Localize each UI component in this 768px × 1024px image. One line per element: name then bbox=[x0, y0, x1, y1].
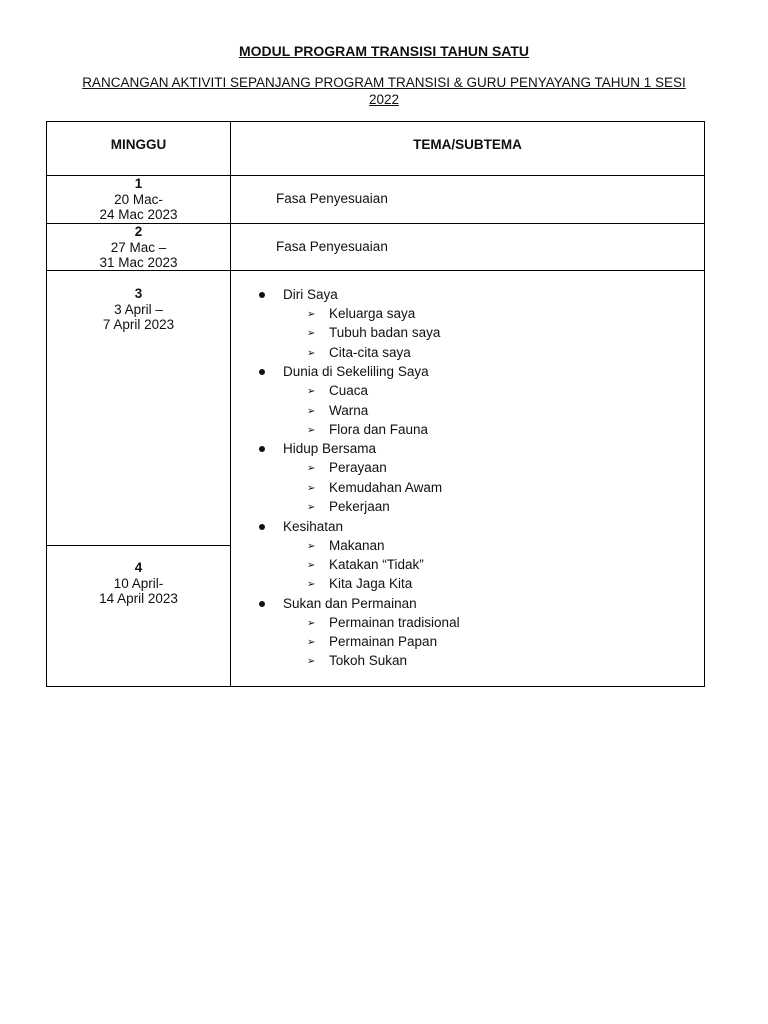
subtopic-item bbox=[259, 497, 699, 516]
bullet-icon bbox=[259, 601, 265, 607]
header-week: MINGGU bbox=[110, 137, 167, 152]
topic-item bbox=[259, 362, 699, 381]
subtopic-item bbox=[259, 613, 699, 632]
subtopic-item bbox=[259, 555, 699, 574]
week-cell-2 bbox=[47, 224, 230, 271]
subtopic-item bbox=[259, 478, 699, 497]
header-theme: TEMA/SUBTEMA bbox=[413, 137, 522, 152]
arrowhead-icon: ➢ bbox=[307, 482, 316, 494]
subtopic-label: Makanan bbox=[329, 537, 385, 553]
arrowhead-icon: ➢ bbox=[307, 502, 316, 514]
week-date-start: 20 Mac- bbox=[114, 191, 163, 207]
arrowhead-icon: ➢ bbox=[307, 309, 316, 320]
subtopic-label: Kemudahan Awam bbox=[329, 479, 443, 495]
subtopic-label: Permainan Papan bbox=[329, 634, 438, 650]
week-date-start: 27 Mac – bbox=[110, 239, 167, 255]
arrowhead-icon: ➢ bbox=[307, 328, 316, 340]
document-title: MODUL PROGRAM TRANSISI TAHUN SATU bbox=[238, 43, 530, 59]
week-cell-1 bbox=[47, 176, 230, 223]
subtopic-item bbox=[259, 651, 699, 670]
bullet-icon bbox=[259, 446, 265, 452]
subtopic-label: Keluarga saya bbox=[329, 306, 416, 321]
column-divider bbox=[230, 122, 231, 686]
arrowhead-icon: ➢ bbox=[307, 424, 316, 436]
bullet-icon bbox=[259, 524, 265, 530]
bullet-icon bbox=[259, 369, 265, 375]
subtopic-label: Permainan tradisional bbox=[329, 614, 460, 630]
arrowhead-icon: ➢ bbox=[307, 347, 316, 359]
week-number: 1 bbox=[134, 176, 143, 191]
week-cell-3 bbox=[47, 286, 230, 333]
subtopic-label: Cita-cita saya bbox=[329, 344, 411, 360]
document-subtitle bbox=[62, 74, 706, 108]
week-date-start: 3 April – bbox=[114, 301, 163, 317]
subtitle-line-1: RANCANGAN AKTIVITI SEPANJANG PROGRAM TRANSISI & GURU PENYAYANG TAHUN 1 SESI bbox=[82, 75, 686, 90]
subtopic-label: Cuaca bbox=[329, 383, 369, 399]
subtopic-item bbox=[259, 343, 699, 362]
row-divider bbox=[47, 545, 230, 546]
theme-cell-2: Fasa Penyesuaian bbox=[276, 239, 388, 254]
subtopic-label: Warna bbox=[329, 402, 369, 418]
week-date-end: 31 Mac 2023 bbox=[99, 255, 178, 270]
week-date-end: 14 April 2023 bbox=[99, 591, 178, 606]
arrowhead-icon: ➢ bbox=[307, 405, 316, 417]
subtopic-label: Perayaan bbox=[329, 460, 387, 476]
topic-list bbox=[259, 285, 699, 671]
subtopic-item bbox=[259, 632, 699, 651]
subtopic-item bbox=[259, 304, 699, 323]
subtopic-item bbox=[259, 574, 699, 593]
subtopic-label: Katakan “Tidak” bbox=[329, 556, 424, 572]
week-date-end: 24 Mac 2023 bbox=[99, 207, 178, 222]
subtopic-item bbox=[259, 401, 699, 420]
topic-item bbox=[259, 285, 699, 304]
topic-label: Sukan dan Permainan bbox=[283, 595, 417, 611]
subtopic-item bbox=[259, 458, 699, 477]
schedule-table bbox=[46, 121, 705, 687]
week-cell-4 bbox=[47, 560, 230, 607]
arrowhead-icon: ➢ bbox=[307, 579, 316, 591]
subtopic-label: Kita Jaga Kita bbox=[329, 576, 413, 592]
subtopic-item bbox=[259, 381, 699, 400]
subtopic-label: Tokoh Sukan bbox=[329, 653, 408, 669]
arrowhead-icon: ➢ bbox=[307, 617, 316, 629]
arrowhead-icon: ➢ bbox=[307, 656, 316, 668]
week-date-end: 7 April 2023 bbox=[102, 317, 175, 332]
arrowhead-icon: ➢ bbox=[307, 540, 316, 552]
arrowhead-icon: ➢ bbox=[307, 463, 316, 475]
subtopic-label: Pekerjaan bbox=[329, 499, 390, 515]
week-number: 4 bbox=[134, 560, 143, 575]
topic-item bbox=[259, 439, 699, 458]
subtitle-line-2: 2022 bbox=[368, 92, 400, 107]
subtopic-label: Tubuh badan saya bbox=[329, 325, 441, 341]
arrowhead-icon: ➢ bbox=[307, 386, 316, 398]
topic-item bbox=[259, 517, 699, 536]
week-date-start: 10 April- bbox=[113, 575, 164, 591]
topic-item bbox=[259, 594, 699, 613]
week-number: 2 bbox=[134, 224, 143, 239]
subtopic-label: Flora dan Fauna bbox=[329, 421, 429, 437]
arrowhead-icon: ➢ bbox=[307, 637, 316, 649]
subtopic-item bbox=[259, 323, 699, 342]
arrowhead-icon: ➢ bbox=[307, 559, 316, 571]
topic-label: Kesihatan bbox=[283, 518, 344, 534]
topic-label: Hidup Bersama bbox=[283, 441, 377, 457]
week-number: 3 bbox=[134, 286, 143, 301]
bullet-icon bbox=[259, 292, 265, 298]
subtopic-item bbox=[259, 536, 699, 555]
theme-cell-1: Fasa Penyesuaian bbox=[276, 191, 388, 206]
topic-label: Dunia di Sekeliling Saya bbox=[283, 364, 429, 380]
subtopic-item bbox=[259, 420, 699, 439]
topic-label: Diri Saya bbox=[283, 287, 338, 302]
